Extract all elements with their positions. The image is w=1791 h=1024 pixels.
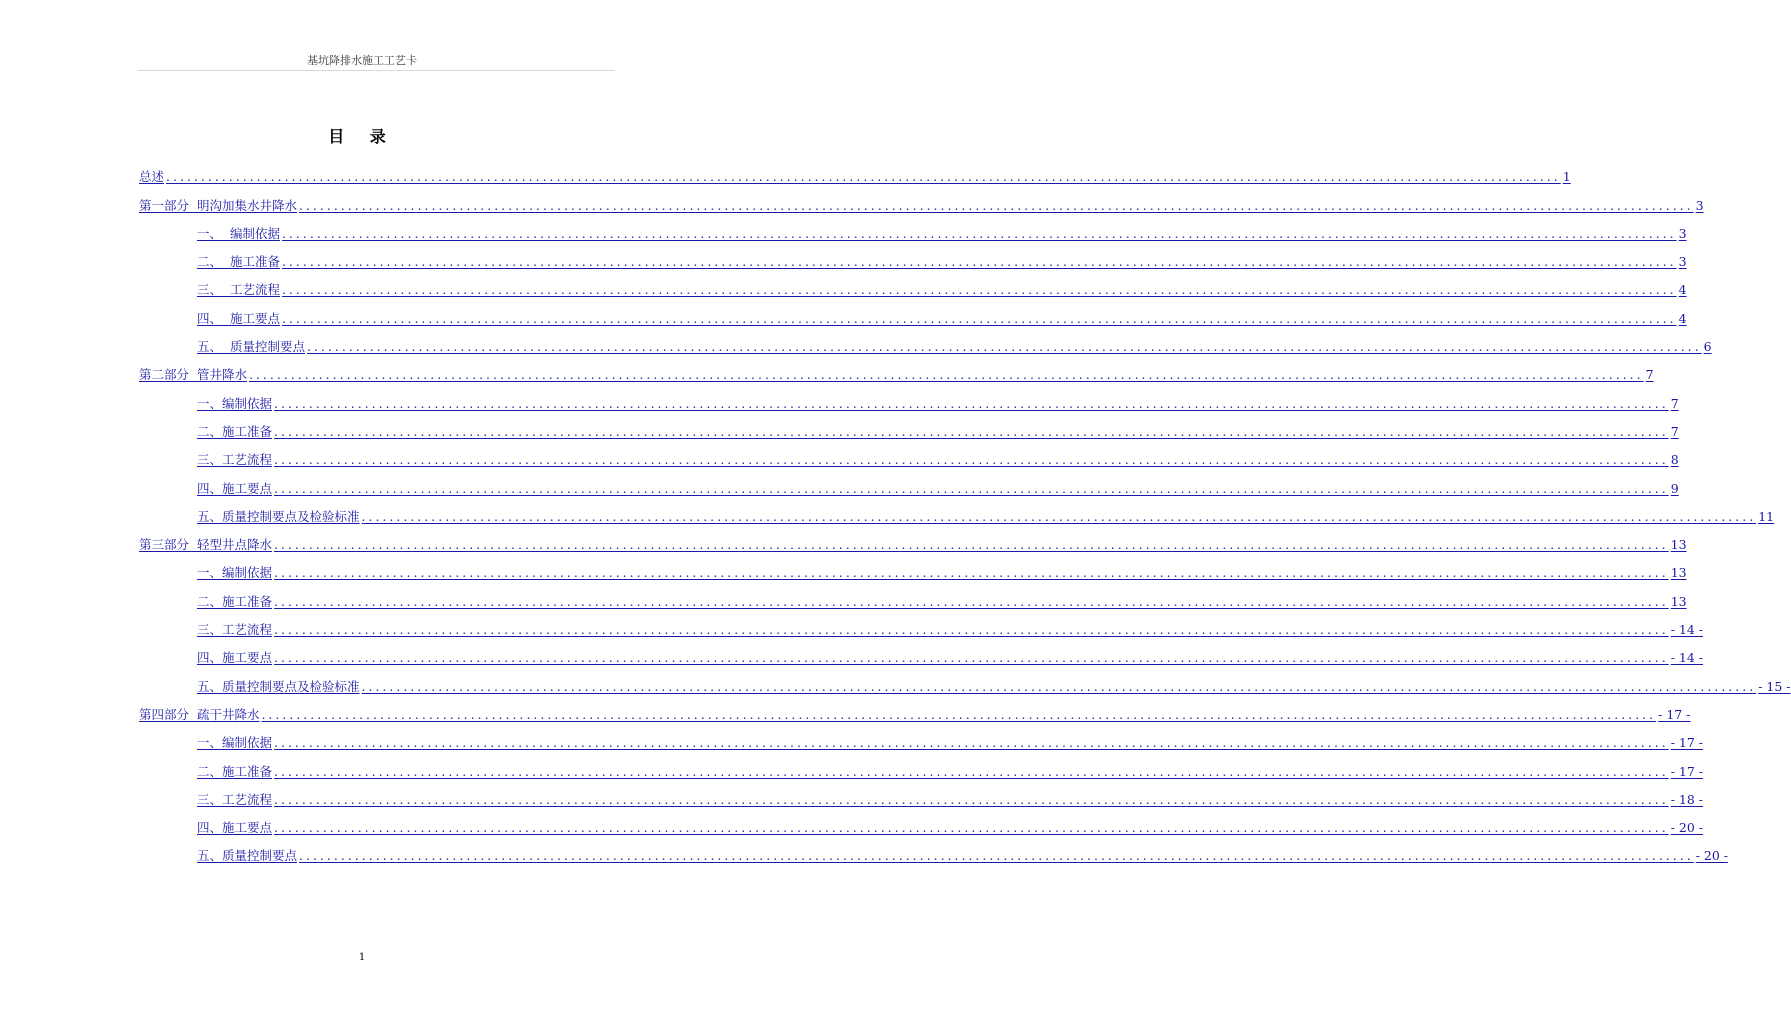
toc-subsection-link[interactable] — [139, 412, 1679, 440]
toc-dot-leader: ........................................................................................................................................................................................................ — [281, 310, 1677, 326]
toc-entry-label: 第一部分 明沟加集水井降水 — [139, 197, 297, 213]
toc-subsection-link[interactable] — [139, 383, 1679, 411]
toc-dot-leader: ........................................................................................................................................................................................................ — [273, 537, 1669, 553]
toc-entry-label: 二、施工准备 — [197, 423, 273, 439]
toc-dot-leader: ........................................................................................................................................................................................................ — [306, 339, 1702, 355]
toc-subsection-link[interactable] — [139, 808, 1704, 836]
toc-dot-leader: ........................................................................................................................................................................................................ — [274, 622, 1669, 638]
toc-page-number: - 20 - — [1670, 820, 1704, 836]
toc-page-number: 6 — [1703, 339, 1712, 355]
toc-entry-label: 总述 — [139, 169, 165, 185]
toc-subsection-link[interactable] — [139, 497, 1775, 525]
toc-subsection-link[interactable] — [139, 270, 1687, 298]
toc-section-link[interactable] — [139, 695, 1691, 723]
toc-subsection-link[interactable] — [139, 242, 1687, 270]
toc-entry-label: 一、编制依据 — [197, 565, 273, 581]
toc-subsection-link[interactable] — [139, 214, 1687, 242]
toc-entry-label: 一、 编制依据 — [197, 225, 280, 241]
toc-title: 目 录 — [328, 127, 396, 146]
toc-subsection-link[interactable] — [139, 440, 1679, 468]
toc-dot-leader: ........................................................................................................................................................................................................ — [248, 367, 1644, 383]
toc-page-number: - 17 - — [1670, 763, 1704, 779]
toc-subsection-link[interactable] — [139, 468, 1679, 496]
toc-page-number: 13 — [1670, 593, 1687, 609]
toc-dot-leader: ........................................................................................................................................................................................................ — [298, 197, 1694, 213]
page-header: 基坑降排水施工工艺卡 — [307, 54, 417, 67]
toc-dot-leader: ........................................................................................................................................................................................................ — [274, 650, 1669, 666]
toc-entry-label: 二、施工准备 — [197, 763, 273, 779]
toc-entry-label: 五、 质量控制要点 — [197, 339, 305, 355]
toc-section-link[interactable] — [139, 355, 1654, 383]
toc-entry-label: 第二部分 管井降水 — [139, 367, 247, 383]
toc-subsection-link[interactable] — [139, 780, 1704, 808]
toc-page-number: 4 — [1678, 282, 1687, 298]
toc-dot-leader: ........................................................................................................................................................................................................ — [274, 480, 1669, 496]
toc-dot-leader: ........................................................................................................................................................................................................ — [261, 706, 1657, 722]
toc-section-link[interactable] — [139, 525, 1687, 553]
toc-page-number: 13 — [1670, 537, 1687, 553]
toc-page-number: 11 — [1758, 508, 1775, 524]
toc-entry-label: 四、施工要点 — [197, 480, 273, 496]
toc-dot-leader: ........................................................................................................................................................................................................ — [281, 225, 1677, 241]
toc-dot-leader: ........................................................................................................................................................................................................ — [361, 678, 1757, 694]
toc-entry-label: 二、施工准备 — [197, 593, 273, 609]
toc-entry-label: 五、质量控制要点及检验标准 — [197, 508, 360, 524]
toc-page-number: 3 — [1678, 225, 1687, 241]
toc-dot-leader: ........................................................................................................................................................................................................ — [274, 452, 1669, 468]
toc-page-number: - 14 - — [1670, 622, 1704, 638]
toc-entry-label: 第四部分 疏干井降水 — [139, 706, 260, 722]
toc-page-number: - 17 - — [1670, 735, 1704, 751]
header-divider — [138, 70, 615, 71]
toc-subsection-link[interactable] — [139, 638, 1704, 666]
toc-section-link[interactable] — [139, 185, 1704, 213]
toc-entry-label: 五、质量控制要点 — [197, 848, 298, 864]
toc-page-number: - 14 - — [1670, 650, 1704, 666]
toc-subsection-link[interactable] — [139, 666, 1791, 694]
toc-subsection-link[interactable] — [139, 610, 1704, 638]
toc-dot-leader: ........................................................................................................................................................................................................ — [274, 735, 1669, 751]
toc-dot-leader: ........................................................................................................................................................................................................ — [274, 395, 1669, 411]
toc-page-number: 4 — [1678, 310, 1687, 326]
toc-entry-label: 三、工艺流程 — [197, 452, 273, 468]
toc-page-number: - 17 - — [1658, 706, 1691, 722]
toc-page-number: 7 — [1670, 395, 1679, 411]
toc-section-link[interactable] — [139, 157, 1571, 185]
page-number: 1 — [358, 952, 366, 963]
toc-subsection-link[interactable] — [139, 553, 1687, 581]
toc-entry-label: 五、质量控制要点及检验标准 — [197, 678, 360, 694]
toc-dot-leader: ........................................................................................................................................................................................................ — [361, 508, 1757, 524]
toc-page-number: 8 — [1670, 452, 1679, 468]
toc-subsection-link[interactable] — [139, 836, 1729, 864]
toc-page-number: - 15 - — [1758, 678, 1791, 694]
toc-dot-leader: ........................................................................................................................................................................................................ — [274, 565, 1669, 581]
toc-page-number: - 18 - — [1670, 791, 1704, 807]
toc-entry-label: 四、 施工要点 — [197, 310, 280, 326]
toc-subsection-link[interactable] — [139, 723, 1704, 751]
toc-page-number: 3 — [1695, 197, 1704, 213]
toc-dot-leader: ........................................................................................................................................................................................................ — [274, 820, 1669, 836]
toc-subsection-link[interactable] — [139, 327, 1712, 355]
toc-dot-leader: ........................................................................................................................................................................................................ — [281, 254, 1677, 270]
toc-entry-label: 四、施工要点 — [197, 650, 273, 666]
toc-entry-label: 三、 工艺流程 — [197, 282, 280, 298]
toc-dot-leader: ........................................................................................................................................................................................................ — [299, 848, 1694, 864]
toc-entry-label: 三、工艺流程 — [197, 791, 273, 807]
toc-entry-label: 一、编制依据 — [197, 395, 273, 411]
toc-page-number: 7 — [1645, 367, 1654, 383]
toc-entry-label: 二、 施工准备 — [197, 254, 280, 270]
toc-subsection-link[interactable] — [139, 581, 1687, 609]
toc-page-number: - 20 - — [1695, 848, 1729, 864]
toc-subsection-link[interactable] — [139, 751, 1704, 779]
toc-dot-leader: ........................................................................................................................................................................................................ — [281, 282, 1677, 298]
toc-subsection-link[interactable] — [139, 298, 1687, 326]
toc-dot-leader: ........................................................................................................................................................................................................ — [274, 763, 1669, 779]
table-of-contents — [139, 157, 1791, 864]
toc-page-number: 3 — [1678, 254, 1687, 270]
toc-dot-leader: ........................................................................................................................................................................................................ — [166, 169, 1561, 185]
toc-dot-leader: ........................................................................................................................................................................................................ — [274, 593, 1669, 609]
toc-entry-label: 第三部分 轻型井点降水 — [139, 537, 272, 553]
toc-page-number: 13 — [1670, 565, 1687, 581]
toc-page-number: 9 — [1670, 480, 1679, 496]
toc-entry-label: 三、工艺流程 — [197, 622, 273, 638]
toc-entry-label: 一、编制依据 — [197, 735, 273, 751]
toc-dot-leader: ........................................................................................................................................................................................................ — [274, 791, 1669, 807]
toc-page-number: 1 — [1562, 169, 1571, 185]
toc-entry-label: 四、施工要点 — [197, 820, 273, 836]
toc-dot-leader: ........................................................................................................................................................................................................ — [274, 423, 1669, 439]
toc-page-number: 7 — [1670, 423, 1679, 439]
